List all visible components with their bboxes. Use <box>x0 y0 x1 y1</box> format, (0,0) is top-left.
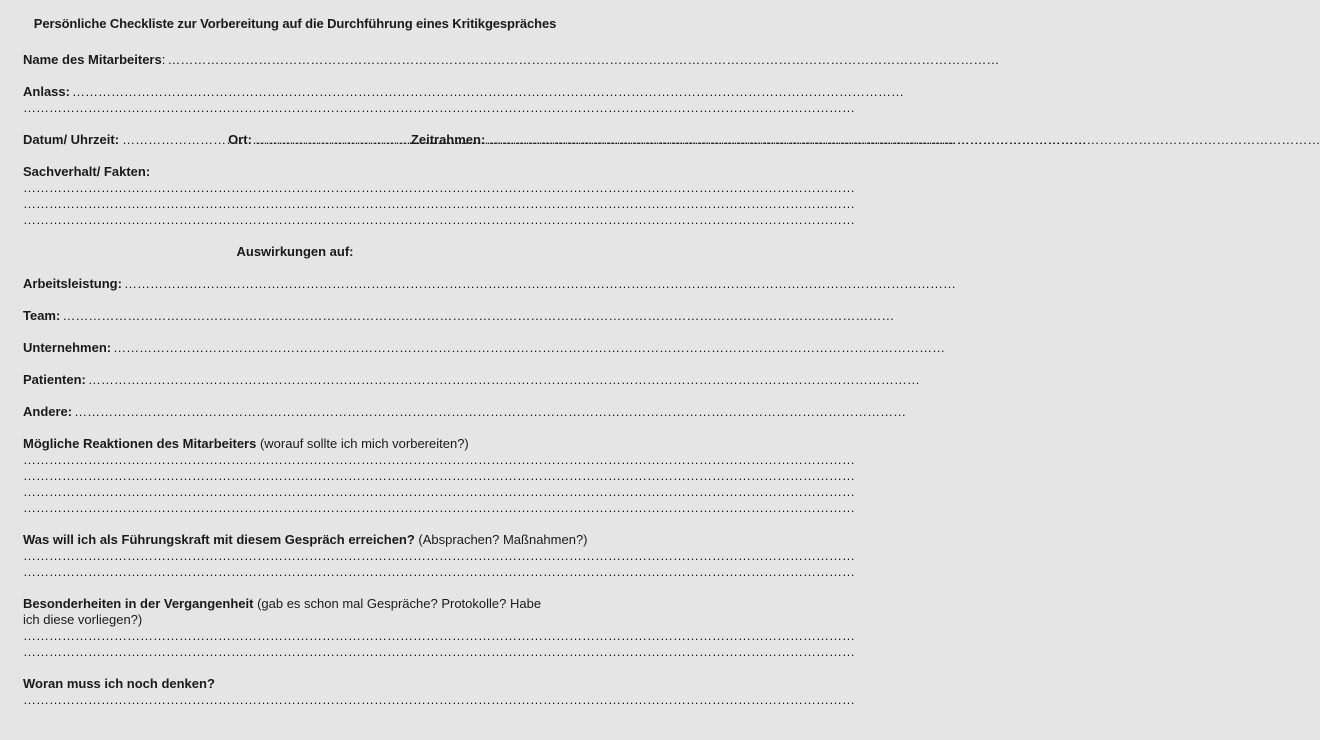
datum-label: Datum/ Uhrzeit: <box>23 132 120 147</box>
sachverhalt-line-1[interactable] <box>23 180 560 196</box>
team-label: Team: <box>23 308 61 323</box>
zeitrahmen-label: Zeitrahmen: <box>410 132 486 147</box>
unternehmen-field[interactable] <box>23 340 560 356</box>
sachverhalt-label: Sachverhalt/ Fakten: <box>23 164 151 179</box>
unternehmen-label: Unternehmen: <box>23 340 112 355</box>
reaktionen-label: Mögliche Reaktionen des Mitarbeiters (worauf sollte ich mich vorbereiten?) <box>23 436 469 451</box>
reaktionen-line-2[interactable] <box>23 468 560 484</box>
ziel-line-1[interactable] <box>23 548 560 564</box>
arbeitsleistung-field[interactable] <box>23 276 560 292</box>
name-field[interactable]: Name des Mitarbeiters : ………………………………………………………………………………………………………………………………………………………………………… <box>23 52 560 68</box>
besonderheiten-line-2[interactable] <box>23 644 560 660</box>
ort-label: Ort: <box>228 132 252 147</box>
name-dots <box>167 52 999 68</box>
reaktionen-line-3[interactable] <box>23 484 560 500</box>
team-field[interactable] <box>23 308 560 324</box>
denken-label: Woran muss ich noch denken? <box>23 676 215 691</box>
checklist-page <box>0 0 590 740</box>
anlass-line-2[interactable] <box>23 100 560 116</box>
reaktionen-line-1[interactable] <box>23 452 560 468</box>
name-label: Name des Mitarbeiters <box>23 52 162 67</box>
denken-line-1[interactable] <box>23 692 540 708</box>
datum-field[interactable] <box>122 132 222 148</box>
patienten-field[interactable] <box>23 372 560 388</box>
anlass-field[interactable] <box>23 84 560 100</box>
sachverhalt-label-row <box>23 164 560 180</box>
ort-field[interactable] <box>255 132 405 148</box>
anlass-label: Anlass: <box>23 84 70 99</box>
datum-ort-zeit-row <box>23 132 560 148</box>
andere-label: Andere: <box>23 404 73 419</box>
arbeitsleistung-label: Arbeitsleistung: <box>23 276 122 291</box>
besonderheiten-label: Besonderheiten in der Vergangenheit (gab es schon mal Gespräche? Protokolle? Habe ich diese vorliegen?) <box>23 596 542 627</box>
sachverhalt-line-2[interactable] <box>23 196 560 212</box>
andere-field[interactable] <box>23 404 560 420</box>
page-title: Persönliche Checkliste zur Vorbereitung auf die Durchführung eines Kritikgespräches <box>33 16 557 31</box>
zeitrahmen-field[interactable] <box>488 132 1320 148</box>
ziel-line-2[interactable] <box>23 564 560 580</box>
reaktionen-line-4[interactable] <box>23 500 560 516</box>
sachverhalt-line-3[interactable] <box>23 212 560 228</box>
ziel-label: Was will ich als Führungskraft mit diesem Gespräch erreichen? (Absprachen? Maßnahmen?) <box>23 532 588 547</box>
besonderheiten-line-1[interactable] <box>23 628 560 644</box>
patienten-label: Patienten: <box>23 372 86 387</box>
denken-label-row <box>23 676 560 692</box>
auswirkungen-heading: Auswirkungen auf: <box>236 244 354 259</box>
